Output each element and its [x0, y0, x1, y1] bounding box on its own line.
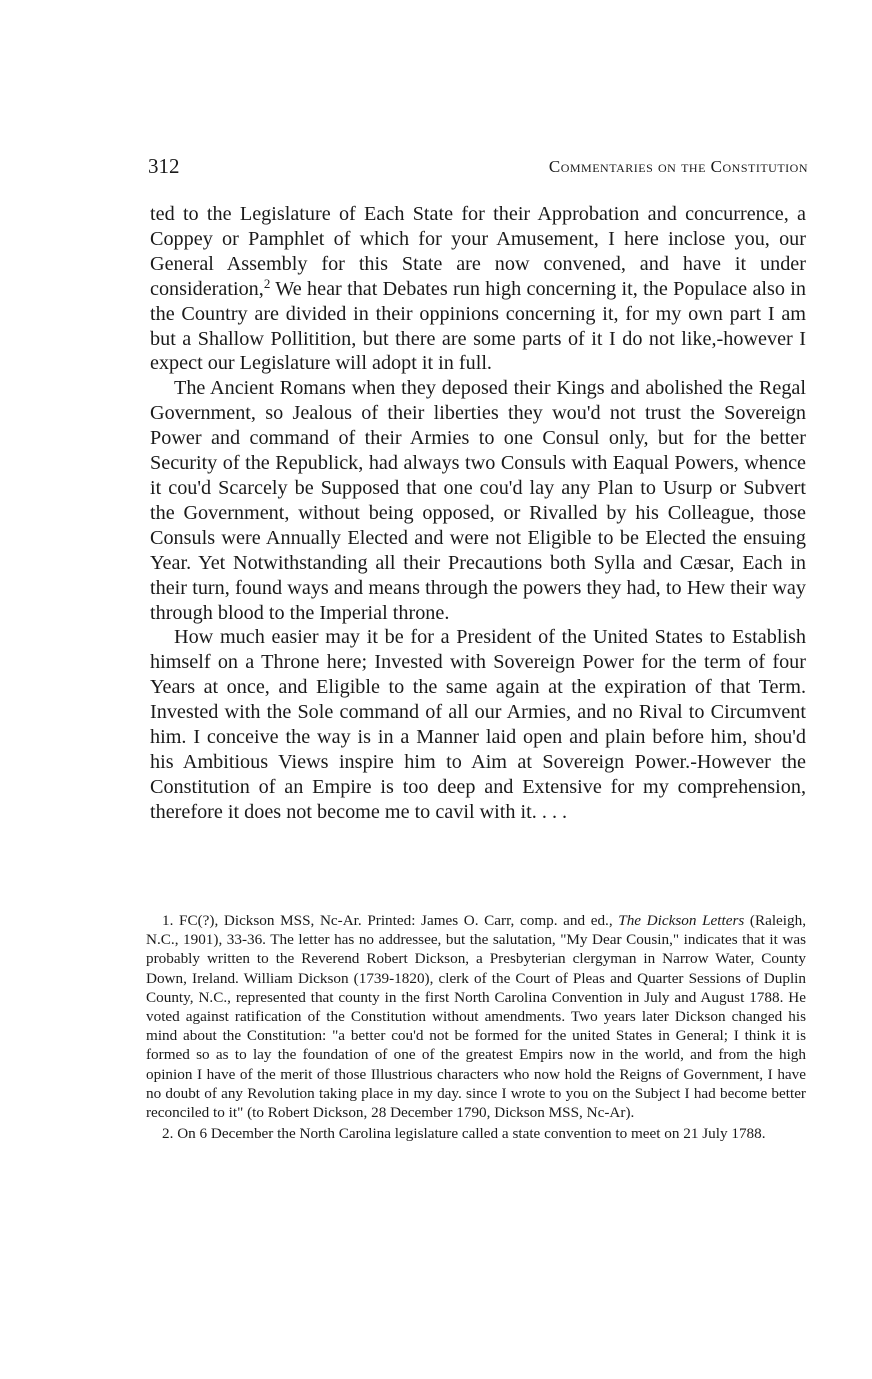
page-number: 312 — [148, 154, 180, 178]
footnote-1 — [146, 911, 806, 1122]
paragraph-2: The Ancient Romans when they deposed their Kings and abolished the Regal Government, so Jealous of their liberties they wou'd not trust the Sovereign Power and command of their Armies to one Consul only, but for the better Security of the Republick, had always two Consuls with Eaqual Powers, whence it cou'd Scarcely be Supposed that one cou'd lay any Plan to Usurp or Subvert the Government, without being opposed, or Rivalled by his Colleague, those Consuls were Annually Elected and were not Eligible to be Elected the ensuing Year. Yet Notwithstanding all their Precautions both Sylla and Cæsar, Each in their turn, found ways and means through the powers they had, to Hew their way through blood to the Imperial throne. — [150, 377, 806, 624]
running-head: Commentaries on the Constitution — [548, 157, 808, 176]
footnote-1-text-b: (Raleigh, N.C., 1901), 33-36. The letter has no addressee, but the salutation, "My Dear Cousin," indicates that it was probably written to the Reverend Robert Dickson, a Presbyterian clergyman in Narrow Water, County Down, Ireland. William Dickson (1739-1820), clerk of the Court of Pleas and Quarter Sessions of Duplin County, N.C., represented that county in the first North Carolina Convention in July and August 1788. He voted against ratification of the Constitution without amendments. Two years later Dickson changed his mind about the Constitution: "a better cou'd not be formed for the united States in General; I think it is formed so as to lay the foundation of one of the greatest Empirs now in the world, and from the high opinion I have of the merit of those Illustrious characters who now hold the Reigns of Government, I have no doubt of any Revolution taking place in my day. since I wrote to you on the Subject I had become better reconciled to it" (to Robert Dickson, 28 December 1790, Dickson MSS, Nc-Ar). — [146, 912, 806, 1122]
footnotes — [146, 911, 806, 1145]
footnote-1-text-a: 1. FC(?), Dickson MSS, Nc-Ar. Printed: James O. Carr, comp. and ed., — [162, 912, 619, 929]
paragraph-1 — [150, 202, 806, 376]
footnote-ref-2: 2 — [263, 275, 271, 291]
footnote-1-book-title: The Dickson Letters — [618, 912, 745, 929]
paragraph-1-text-b: We hear that Debates run high concerning it, the Populace also in the Country are divided in their oppinions concerning it, for my own part I am but a Shallow Pollitition, but there are some parts of it I do not like,-however I expect our Legislature will adopt it in full. — [150, 277, 806, 375]
main-text — [150, 202, 806, 825]
paragraph-3: How much easier may it be for a President of the United States to Establish himself on a Throne here; Invested with Sovereign Power for the term of four Years at once, and Eligible to the same again at the expiration of that Term. Invested with the Sole command of all our Armies, and no Rival to Circumvent him. I conceive the way is in a Manner laid open and plain before him, shou'd his Ambitious Views inspire him to Aim at Sovereign Power.-However the Constitution of an Empire is too deep and Extensive for my comprehension, therefore it does not become me to cavil with it. . . . — [150, 626, 806, 823]
page-header — [148, 150, 808, 182]
paragraph-1-text-a: ted to the Legislature of Each State for their Approbation and concurrence, a Coppey or Pamphlet of which for your Amusement, I here inclose you, our General Assembly for this State are now convened, and have it under consideration, — [150, 203, 806, 300]
footnote-2: 2. On 6 December the North Carolina legislature called a state convention to meet on 21 July 1788. — [162, 1125, 766, 1143]
